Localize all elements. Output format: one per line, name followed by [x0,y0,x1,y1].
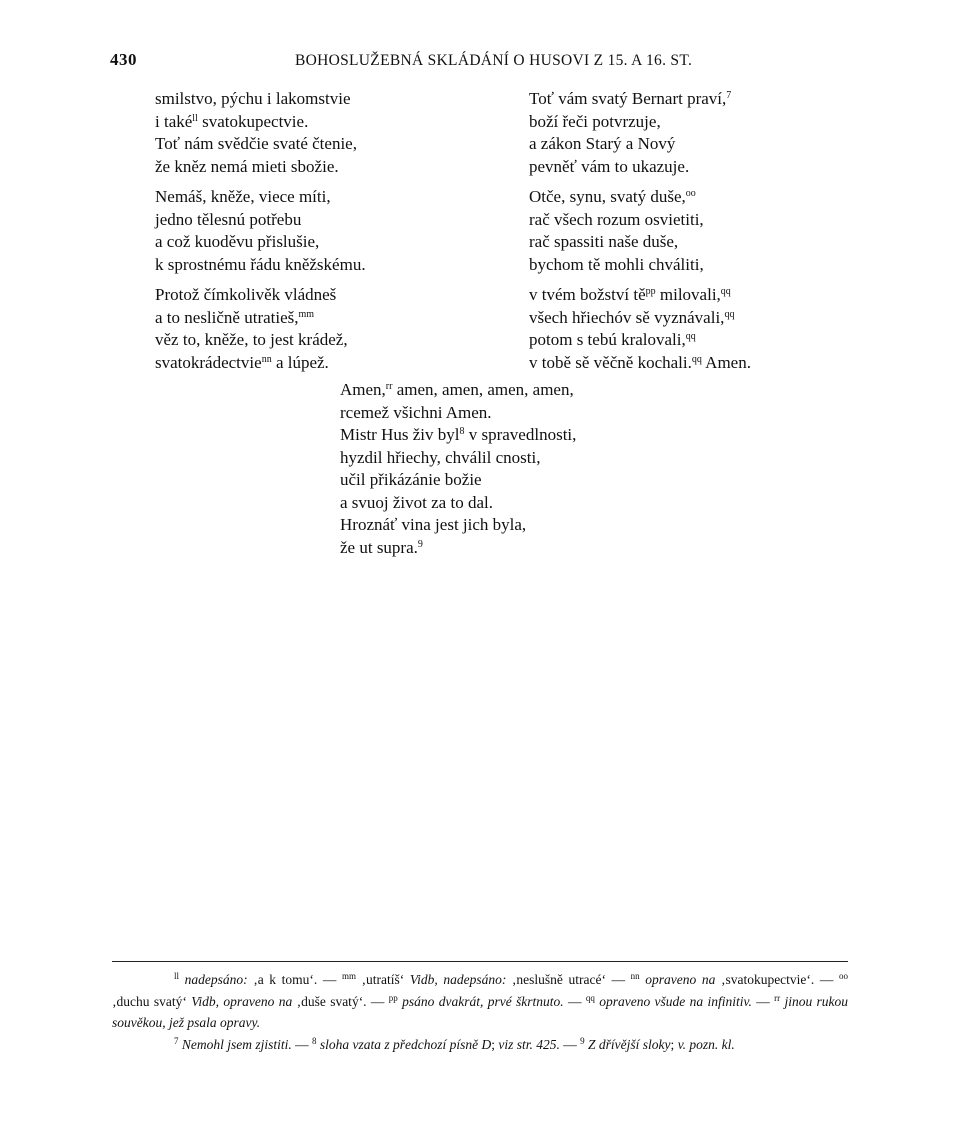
verse-text: a svuoj život za to dal. [340,492,493,512]
footnote-mark: ll [174,971,180,981]
footnote-text: viz str. 425. [498,1036,560,1052]
verse-text: Mistr Hus živ byl [340,425,460,444]
footnote-text: — [563,993,586,1009]
verse-line [529,284,751,307]
footnote-text: ‚duchu svatý‘ [112,993,192,1009]
footnote-text: ; [491,1036,499,1052]
footnote-mark: 7 [726,90,732,101]
letter-footnotes [112,969,848,1034]
footnote-mark: rr [774,992,781,1003]
verse-text: a to nesličně utratieš, [155,307,299,327]
stanza-right-3 [529,284,751,374]
verse-line [529,186,704,209]
footnote-text: ‚svatokupectvie‘. — [715,972,839,987]
footnotes [112,969,848,1055]
verse-line [340,447,576,470]
stanza-center [340,379,576,559]
footnote-mark: oo [838,971,848,981]
verse-line [529,254,704,277]
footnote-mark: mm [341,971,356,981]
footnote-mark: qq [685,331,696,342]
verse-text: boží řeči potvrzuje, [529,111,661,131]
verse-text: hyzdil hřiechy, chválil cnosti, [340,447,541,467]
verse-text: svatokrádectvie [155,352,262,372]
verse-line [155,307,348,330]
verse-line [340,379,576,402]
stanza-left-2 [155,186,366,276]
verse-line [155,352,348,375]
footnote-mark: pp [388,992,398,1003]
verse-line [340,514,576,537]
verse-line [529,88,731,111]
verse-line [155,186,366,209]
number-footnotes [112,1034,848,1056]
verse-line [155,231,366,254]
verse-text: milovali, [655,285,721,304]
page-number: 430 [110,50,137,69]
verse-text: potom s tebú kralovali, [529,330,686,349]
footnote-mark: nn [261,353,272,365]
verse-line [155,329,348,352]
footnote-mark: 7 [174,1035,179,1046]
footnote-mark: ll [192,112,198,124]
footnote-text: Z dřívější sloky [588,1036,671,1052]
verse-text: Otče, synu, svatý duše, [529,187,686,206]
verse-text: rač všech rozum osvietiti, [529,209,704,229]
verse-line [155,88,357,111]
verse-text: v tvém božství tě [529,285,646,304]
verse-line [340,424,576,447]
footnote-mark: qq [724,308,735,320]
footnote-text: Vidb, nadepsáno: [409,972,507,987]
verse-text: Hroznáť vina jest jich byla, [340,515,527,534]
verse-line [529,307,751,330]
verse-text: učil přikázánie božie [340,470,482,489]
verse-line [155,133,357,156]
footnote-text: jinou rukou souvěkou, jež psala opravy. [112,993,849,1030]
verse-text: Protož čímkolivěk vládneš [155,285,337,304]
verse-text: k sprostnému řádu kněžskému. [155,254,366,274]
footnote-mark: oo [685,188,696,199]
verse-text: amen, amen, amen, amen, [392,380,574,399]
verse-line [529,209,704,232]
verse-text: Nemáš, kněže, viece míti, [155,187,331,206]
verse-text: v spravedlnosti, [464,425,577,444]
verse-line [155,156,357,179]
verse-text: Amen. [701,352,751,372]
verse-text: že kněz nemá mieti sbožie. [155,156,339,176]
verse-text: v tobě sě věčně kochali. [529,352,692,372]
footnote-mark: qq [691,353,702,365]
verse-line [529,111,731,134]
verse-line [340,537,576,560]
verse-text: bychom tě mohli chváliti, [529,254,704,274]
verse-line [155,209,366,232]
verse-text: Toť nám svědčie svaté čtenie, [155,134,357,153]
verse-line [529,156,731,179]
footnote-text: opraveno na [645,972,716,987]
verse-text: svatokupectvie. [197,111,309,131]
stanza-right-2 [529,186,704,276]
running-title: BOHOSLUŽEBNÁ SKLÁDÁNÍ O HUSOVI Z 15. A 16. ST. [295,52,693,69]
verse-text: rač spassiti naše duše, [529,232,679,251]
verse-line [529,352,751,375]
verse-line [340,492,576,515]
verse-line [529,231,704,254]
verse-text: a což kuoděvu přislušie, [155,232,320,251]
footnote-mark: qq [585,992,595,1003]
footnote-mark: 9 [580,1035,585,1046]
footnote-rule [112,961,848,962]
footnote-text: v. pozn. kl. [677,1036,735,1052]
verse-text: a lúpež. [271,352,329,372]
footnote-text: — [291,1036,313,1052]
verse-text: věz to, kněže, to jest krádež, [155,330,348,349]
verse-line [340,402,576,425]
verse-line [155,111,357,134]
footnote-text: ‚utratíš‘ [361,972,410,987]
footnote-text: ‚duše svatý‘. — [292,993,389,1009]
stanza-left-3 [155,284,348,374]
footnote-text: sloha vzata z předchozí písně D [319,1036,492,1052]
footnote-text: — [751,993,775,1009]
footnote-mark: 9 [417,538,423,550]
verse-text: smilstvo, pýchu i lakomstvie [155,89,351,108]
stanza-right-1 [529,88,731,178]
verse-line [529,329,751,352]
stanza-left-1 [155,88,357,178]
verse-text: všech hřiechóv sě vyznávali, [529,307,725,327]
verse-text: i také [155,111,193,131]
verse-text: Toť vám svatý Bernart praví, [529,89,727,108]
footnote-text: Vidb, opraveno na [191,993,293,1009]
footnote-text: ‚a k tomu‘. — [247,972,342,987]
verse-line [155,254,366,277]
verse-line [155,284,348,307]
footnote-mark: mm [298,308,315,320]
footnote-text: opraveno všude na infinitiv. [599,993,752,1009]
verse-text: a zákon Starý a Nový [529,134,676,153]
footnote-text: nadepsáno: [184,972,248,987]
footnote-text: ‚neslušně utracé‘ — [506,972,631,987]
verse-text: pevněť vám to ukazuje. [529,156,690,176]
footnote-mark: 8 [459,426,465,437]
footnote-text: — [559,1036,581,1052]
verse-text: jedno tělesnú potřebu [155,209,302,229]
verse-text: že ut supra. [340,537,418,557]
footnote-mark: 8 [312,1035,317,1046]
verse-text: Amen, [340,380,386,399]
footnote-mark: rr [385,381,393,392]
footnote-mark: qq [720,286,731,297]
footnote-text: Nemohl jsem zjistiti. [181,1036,292,1052]
footnote-text: psáno dvakrát, prvé škrtnuto. [402,993,564,1009]
footnote-mark: nn [630,971,640,981]
footnote-mark: pp [645,286,656,297]
footnote-text: ; [670,1036,678,1052]
verse-text: rcemež všichni Amen. [340,402,492,422]
verse-line [340,469,576,492]
verse-line [529,133,731,156]
